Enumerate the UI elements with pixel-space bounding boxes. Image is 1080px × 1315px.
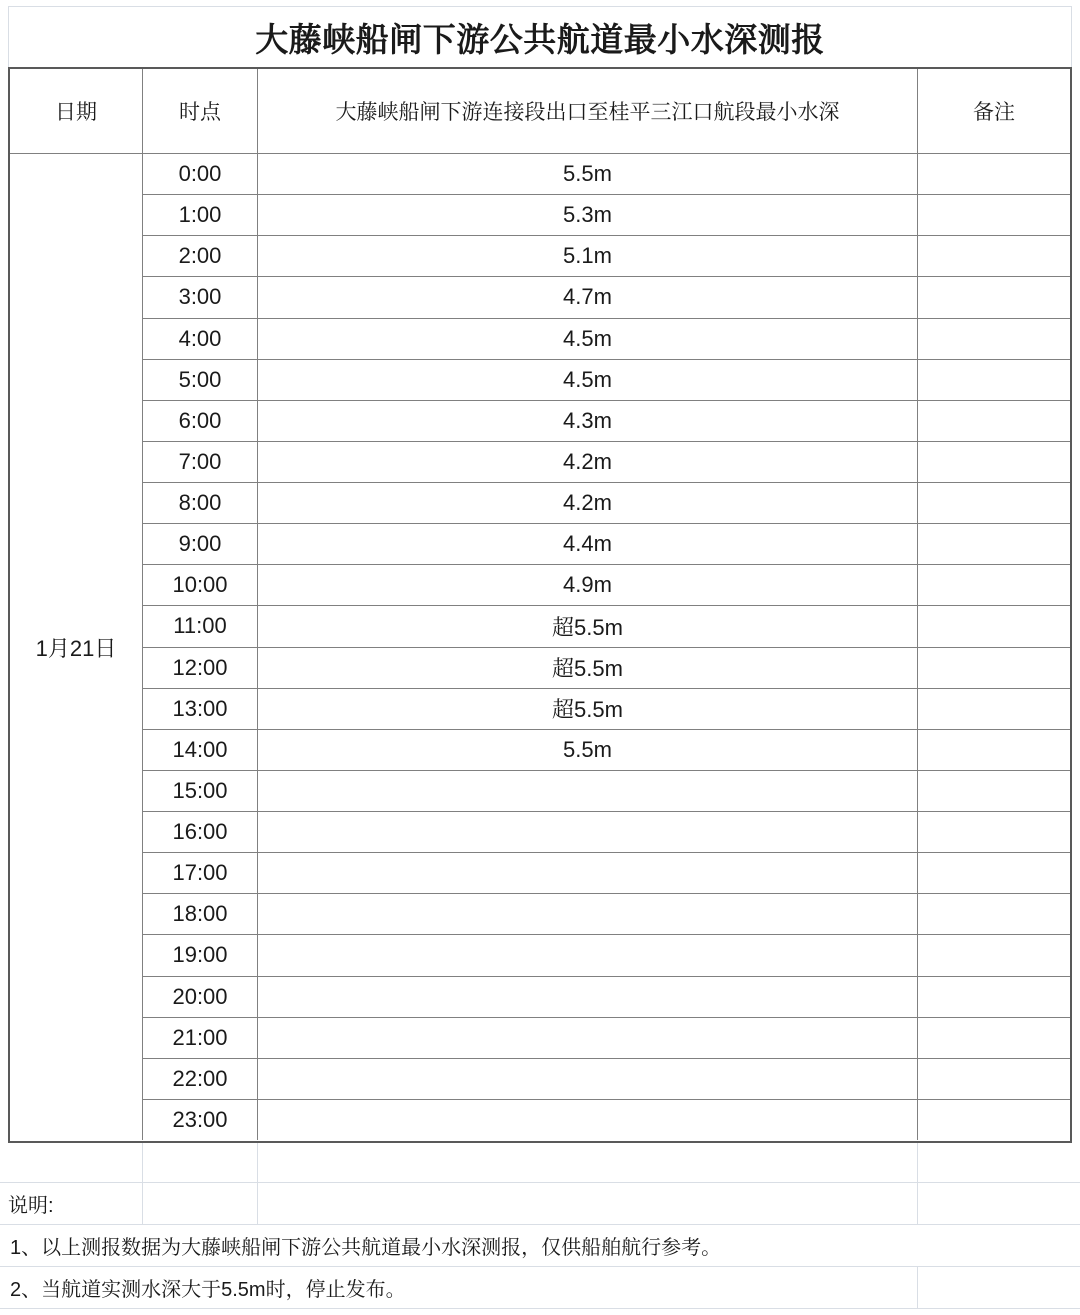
depth-cell: 4.5m bbox=[258, 360, 918, 400]
remark-cell bbox=[918, 771, 1070, 811]
table-row bbox=[143, 1059, 1070, 1100]
time-cell: 2:00 bbox=[143, 236, 258, 276]
remark-cell bbox=[918, 195, 1070, 235]
remark-cell bbox=[918, 935, 1070, 975]
depth-cell bbox=[258, 1059, 918, 1099]
header-time: 时点 bbox=[143, 69, 258, 153]
depth-cell bbox=[258, 894, 918, 934]
table-row bbox=[143, 195, 1070, 236]
table-row bbox=[143, 442, 1070, 483]
spacer-cell bbox=[918, 1183, 1080, 1224]
header-date: 日期 bbox=[10, 69, 143, 153]
remark-cell bbox=[918, 483, 1070, 523]
depth-cell: 4.2m bbox=[258, 483, 918, 523]
depth-cell: 5.5m bbox=[258, 154, 918, 194]
remark-cell bbox=[918, 442, 1070, 482]
spacer-cell bbox=[918, 1267, 1080, 1308]
table-row bbox=[143, 483, 1070, 524]
time-cell: 1:00 bbox=[143, 195, 258, 235]
note-1-text: 1、以上测报数据为大藤峡船闸下游公共航道最小水深测报，仅供船舶航行参考。 bbox=[10, 1237, 722, 1259]
spacer-cell bbox=[918, 1143, 1080, 1182]
depth-cell bbox=[258, 771, 918, 811]
table-header-row bbox=[10, 69, 1070, 154]
depth-cell: 4.7m bbox=[258, 277, 918, 317]
remark-cell bbox=[918, 565, 1070, 605]
table-row bbox=[143, 977, 1070, 1018]
remark-cell bbox=[918, 1059, 1070, 1099]
notes-section bbox=[0, 1143, 1080, 1309]
remark-cell bbox=[918, 401, 1070, 441]
table-row bbox=[143, 1018, 1070, 1059]
header-depth: 大藤峡船闸下游连接段出口至桂平三江口航段最小水深 bbox=[258, 69, 918, 153]
depth-cell bbox=[258, 977, 918, 1017]
remark-cell bbox=[918, 648, 1070, 688]
time-cell: 20:00 bbox=[143, 977, 258, 1017]
remark-cell bbox=[918, 977, 1070, 1017]
remark-cell bbox=[918, 606, 1070, 646]
time-cell: 19:00 bbox=[143, 935, 258, 975]
time-cell: 5:00 bbox=[143, 360, 258, 400]
depth-cell bbox=[258, 935, 918, 975]
depth-cell bbox=[258, 1100, 918, 1140]
table-row bbox=[143, 154, 1070, 195]
time-cell: 4:00 bbox=[143, 319, 258, 359]
time-cell: 11:00 bbox=[143, 606, 258, 646]
table-row bbox=[143, 1100, 1070, 1140]
remark-cell bbox=[918, 154, 1070, 194]
remark-cell bbox=[918, 812, 1070, 852]
time-cell: 3:00 bbox=[143, 277, 258, 317]
spacer-cell bbox=[258, 1143, 918, 1182]
table-row bbox=[143, 319, 1070, 360]
time-cell: 10:00 bbox=[143, 565, 258, 605]
remark-cell bbox=[918, 730, 1070, 770]
depth-cell: 5.3m bbox=[258, 195, 918, 235]
remark-cell bbox=[918, 853, 1070, 893]
table-row bbox=[143, 894, 1070, 935]
spacer-row bbox=[0, 1143, 1080, 1183]
depth-cell bbox=[258, 1018, 918, 1058]
remark-cell bbox=[918, 524, 1070, 564]
time-cell: 13:00 bbox=[143, 689, 258, 729]
depth-cell: 超5.5m bbox=[258, 689, 918, 729]
remark-cell bbox=[918, 894, 1070, 934]
remark-cell bbox=[918, 689, 1070, 729]
table-row bbox=[143, 236, 1070, 277]
spacer-cell bbox=[143, 1143, 258, 1182]
time-cell: 9:00 bbox=[143, 524, 258, 564]
time-cell: 12:00 bbox=[143, 648, 258, 688]
table-row bbox=[143, 812, 1070, 853]
table-row bbox=[143, 401, 1070, 442]
table-body bbox=[10, 154, 1070, 1140]
time-cell: 22:00 bbox=[143, 1059, 258, 1099]
depth-cell: 超5.5m bbox=[258, 648, 918, 688]
notes-label-row bbox=[0, 1183, 1080, 1225]
page-title: 大藤峡船闸下游公共航道最小水深测报 bbox=[8, 6, 1072, 67]
time-cell: 21:00 bbox=[143, 1018, 258, 1058]
spacer-cell bbox=[258, 1183, 918, 1224]
spacer-cell bbox=[0, 1143, 143, 1182]
remark-cell bbox=[918, 236, 1070, 276]
time-cell: 17:00 bbox=[143, 853, 258, 893]
table-row bbox=[143, 853, 1070, 894]
table-row bbox=[143, 524, 1070, 565]
time-cell: 6:00 bbox=[143, 401, 258, 441]
table-row bbox=[143, 689, 1070, 730]
spacer-cell bbox=[143, 1183, 258, 1224]
remark-cell bbox=[918, 277, 1070, 317]
table-row bbox=[143, 771, 1070, 812]
time-cell: 16:00 bbox=[143, 812, 258, 852]
time-cell: 15:00 bbox=[143, 771, 258, 811]
notes-label: 说明: bbox=[0, 1183, 143, 1224]
note-row-1 bbox=[0, 1225, 1080, 1267]
table-row bbox=[143, 730, 1070, 771]
time-cell: 23:00 bbox=[143, 1100, 258, 1140]
depth-report-table bbox=[8, 67, 1072, 1143]
table-row bbox=[143, 360, 1070, 401]
remark-cell bbox=[918, 1100, 1070, 1140]
table-row bbox=[143, 277, 1070, 318]
depth-cell: 4.2m bbox=[258, 442, 918, 482]
data-rows bbox=[143, 154, 1070, 1140]
depth-cell: 超5.5m bbox=[258, 606, 918, 646]
depth-cell: 5.5m bbox=[258, 730, 918, 770]
note-row-2 bbox=[0, 1267, 1080, 1309]
depth-cell: 4.4m bbox=[258, 524, 918, 564]
remark-cell bbox=[918, 1018, 1070, 1058]
table-row bbox=[143, 648, 1070, 689]
depth-cell: 5.1m bbox=[258, 236, 918, 276]
time-cell: 7:00 bbox=[143, 442, 258, 482]
remark-cell bbox=[918, 319, 1070, 359]
date-cell: 1月21日 bbox=[10, 154, 143, 1140]
header-remark: 备注 bbox=[973, 101, 1015, 124]
time-cell: 8:00 bbox=[143, 483, 258, 523]
depth-cell: 4.5m bbox=[258, 319, 918, 359]
table-row bbox=[143, 606, 1070, 647]
time-cell: 0:00 bbox=[143, 154, 258, 194]
depth-cell bbox=[258, 812, 918, 852]
depth-cell: 4.3m bbox=[258, 401, 918, 441]
table-row bbox=[143, 565, 1070, 606]
depth-cell: 4.9m bbox=[258, 565, 918, 605]
depth-cell bbox=[258, 853, 918, 893]
note-2-text: 2、当航道实测水深大于5.5m时，停止发布。 bbox=[0, 1267, 918, 1308]
time-cell: 18:00 bbox=[143, 894, 258, 934]
table-row bbox=[143, 935, 1070, 976]
time-cell: 14:00 bbox=[143, 730, 258, 770]
remark-cell bbox=[918, 360, 1070, 400]
